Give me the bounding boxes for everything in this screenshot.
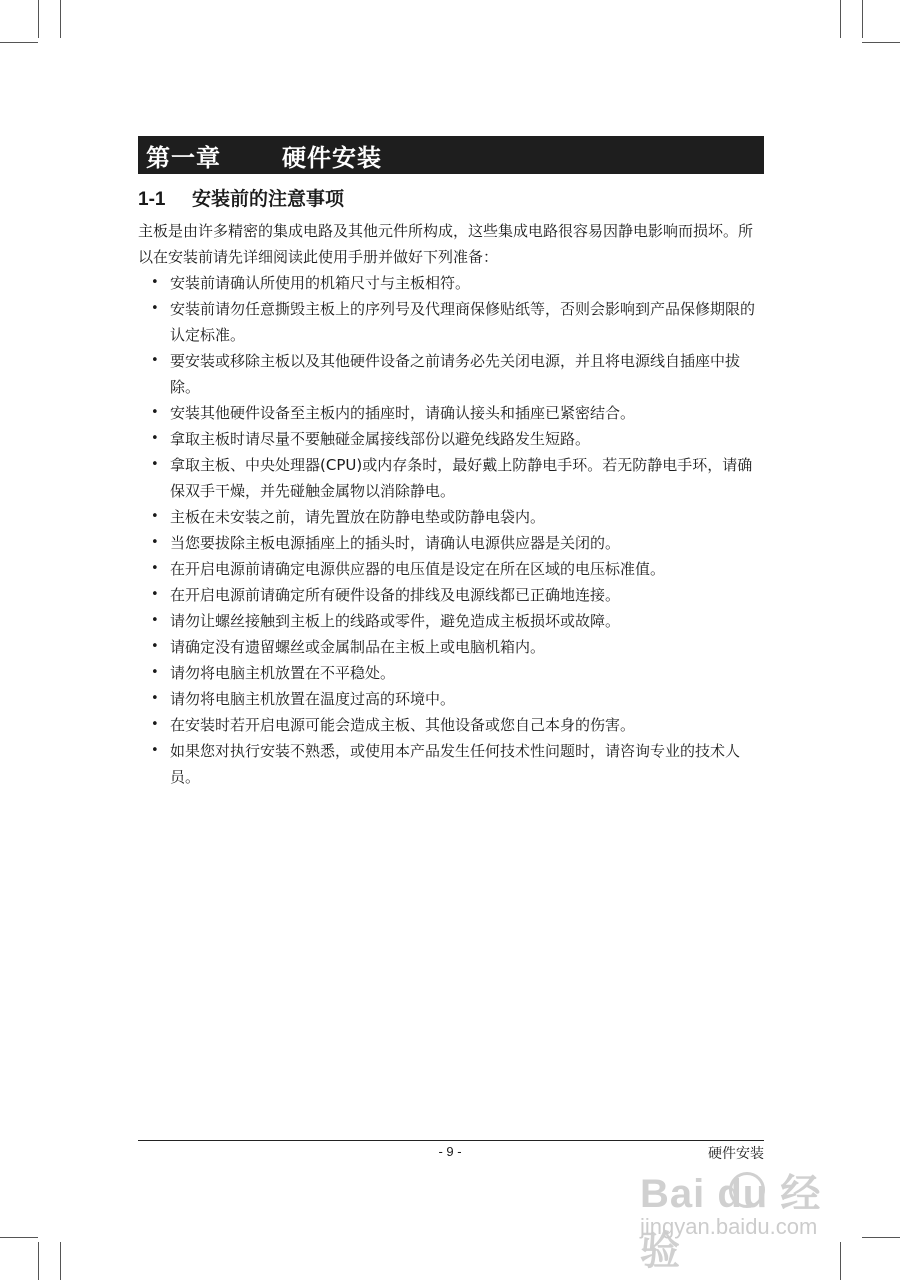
list-item [138,348,766,400]
list-item-text: 当您要拔除主板电源插座上的插头时，请确认电源供应器是关闭的。 [170,534,621,552]
list-item-text: 拿取主板、中央处理器(CPU)或内存条时，最好戴上防静电手环。若无防静电手环，请确保双手干燥，并先碰触金属物以消除静电。 [170,456,753,500]
list-item [138,400,766,426]
page-number: - 9 - [438,1144,462,1159]
list-item-text: 请确定没有遗留螺丝或金属制品在主板上或电脑机箱内。 [170,638,546,656]
footer-rule [138,1140,764,1141]
chapter-number: 第一章 [146,143,221,172]
crop-mark [38,1242,39,1280]
list-item [138,738,766,790]
list-item-text: 在开启电源前请确定电源供应器的电压值是设定在所在区域的电压标准值。 [170,560,666,578]
list-item [138,556,766,582]
watermark-url: jingyan.baidu.com [640,1214,818,1239]
bullet-icon: • [151,353,159,368]
bullet-icon: • [151,639,159,654]
crop-mark [862,0,863,38]
list-item [138,608,766,634]
bullet-icon: • [151,561,159,576]
chapter-heading [138,136,764,174]
bullet-icon: • [151,717,159,732]
paw-icon [729,1172,765,1208]
list-item [138,504,766,530]
crop-mark [60,1242,61,1280]
list-item [138,660,766,686]
list-item-text: 安装其他硬件设备至主板内的插座时，请确认接头和插座已紧密结合。 [170,404,636,422]
list-item [138,712,766,738]
list-item [138,296,766,348]
list-item-text: 如果您对执行安装不熟悉，或使用本产品发生任何技术性问题时，请咨询专业的技术人员。 [170,742,741,786]
section-heading [138,184,344,211]
list-item-text: 要安装或移除主板以及其他硬件设备之前请务必先关闭电源，并且将电源线自插座中拔除。 [170,352,741,396]
crop-mark [862,1237,900,1238]
list-item-text: 安装前请确认所使用的机箱尺寸与主板相符。 [170,274,471,292]
list-item-text: 安装前请勿任意撕毁主板上的序列号及代理商保修贴纸等，否则会影响到产品保修期限的认定标准。 [170,300,756,344]
bullet-icon: • [151,743,159,758]
list-item-text: 主板在未安装之前，请先置放在防静电垫或防静电袋内。 [170,508,546,526]
crop-mark [38,0,39,38]
bullet-icon: • [151,509,159,524]
bullet-icon: • [151,405,159,420]
list-item-text: 请勿将电脑主机放置在温度过高的环境中。 [170,690,456,708]
list-item-text: 在开启电源前请确定所有硬件设备的排线及电源线都已正确地连接。 [170,586,621,604]
bullet-icon: • [151,665,159,680]
list-item-text: 请勿让螺丝接触到主板上的线路或零件，避免造成主板损坏或故障。 [170,612,621,630]
crop-mark [60,0,61,38]
chapter-title: 硬件安装 [282,143,382,172]
bullet-icon: • [151,275,159,290]
list-item [138,686,766,712]
list-item [138,634,766,660]
bullet-icon: • [151,613,159,628]
list-item [138,530,766,556]
section-title: 安装前的注意事项 [192,188,345,210]
list-item-text: 拿取主板时请尽量不要触碰金属接线部份以避免线路发生短路。 [170,430,591,448]
bullet-icon: • [151,457,159,472]
list-item [138,452,766,504]
list-item [138,582,766,608]
bullet-icon: • [151,691,159,706]
list-item-text: 请勿将电脑主机放置在不平稳处。 [170,664,396,682]
crop-mark [0,1237,38,1238]
watermark-logo: Bai du 经验 [640,1172,822,1273]
crop-mark [840,0,841,38]
baidu-watermark [640,1160,860,1273]
list-item [138,426,766,452]
precautions-list [138,270,766,790]
bullet-icon: • [151,301,159,316]
section-number: 1-1 [138,189,166,210]
bullet-icon: • [151,431,159,446]
list-item-text: 在安装时若开启电源可能会造成主板、其他设备或您自己本身的伤害。 [170,716,636,734]
crop-mark [0,42,38,43]
bullet-icon: • [151,587,159,602]
bullet-icon: • [151,535,159,550]
crop-mark [862,42,900,43]
footer-title: 硬件安装 [708,1146,764,1162]
list-item [138,270,766,296]
intro-paragraph: 主板是由许多精密的集成电路及其他元件所构成，这些集成电路很容易因静电影响而损坏。所以在安装前请先详细阅读此使用手册并做好下列准备： [138,222,754,266]
